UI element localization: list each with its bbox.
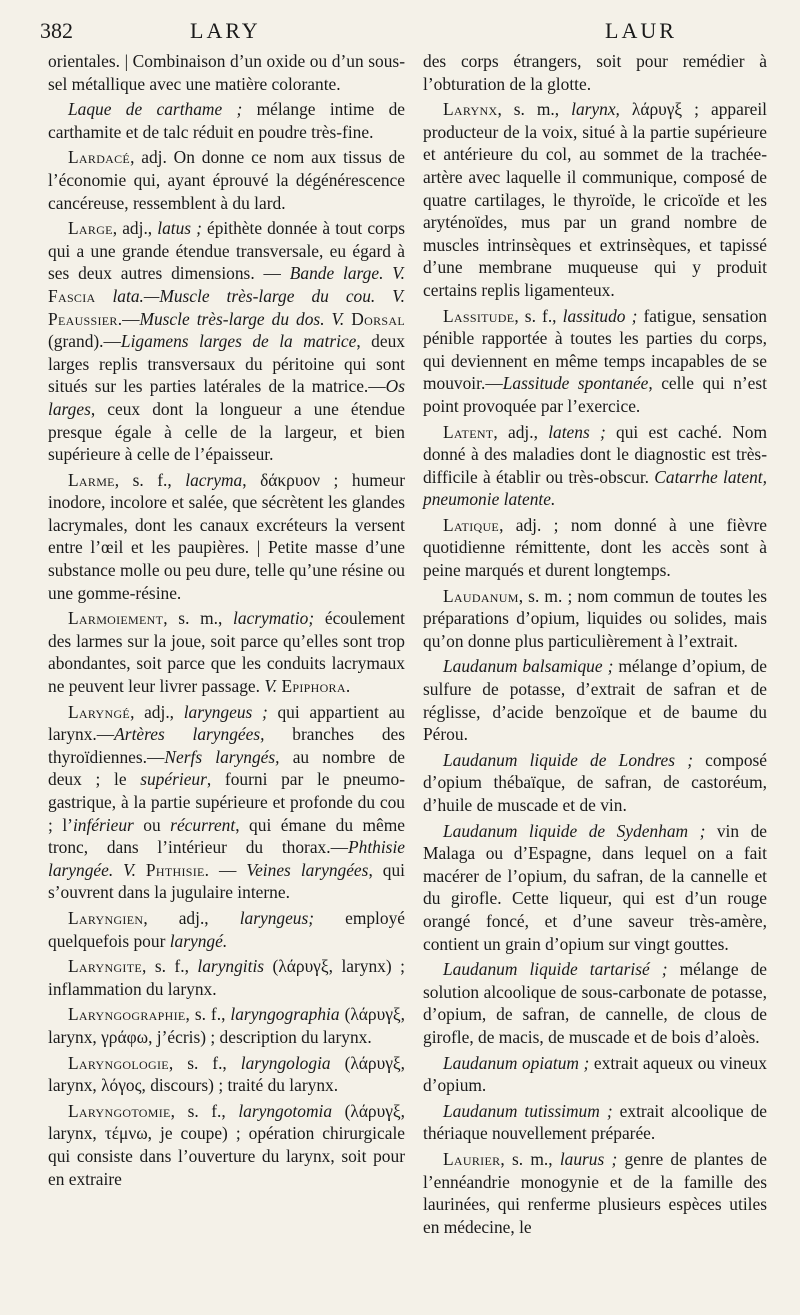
entry-italic-text: laryngé.: [169, 930, 228, 951]
dictionary-entry: [48, 955, 405, 1000]
entry-text: , s. m.,: [497, 99, 572, 120]
entry-text: qui est caché. Nom donné à des maladies dont le diagnostic est très-difficile à établir ou très-obscur.: [423, 421, 767, 487]
dictionary-entry: [423, 98, 767, 301]
entry-italic-text: Muscle très-large du dos. V.: [139, 308, 345, 329]
entry-headword: Fascia: [48, 285, 96, 306]
entry-text: , adj.,: [493, 421, 549, 442]
dictionary-entry: [423, 749, 767, 817]
entry-text: fatigue, sensation pénible rapportée à toutes les parties du corps, qui deviennent en même temps incapables de se mouvoir.—: [423, 305, 767, 394]
entry-italic-text: Laudanum liquide de Sydenham ;: [443, 820, 706, 841]
entry-headword: Laryngologie: [68, 1052, 169, 1073]
entry-text: .: [345, 676, 351, 697]
dictionary-entry: [48, 217, 405, 466]
entry-italic-text: lacryma: [185, 469, 243, 490]
entry-text: [136, 860, 146, 880]
entry-text: extrait aqueux ou vineux d’opium.: [423, 1052, 767, 1096]
entry-text: branches des thyroïdiennes.—: [48, 724, 406, 767]
entry-text: mélange intime de carthamite et de talc réduit en poudre très-fine.: [48, 99, 405, 142]
entry-text: employé quelquefois pour: [48, 907, 405, 951]
entry-headword: Laryngotomie: [68, 1100, 171, 1121]
entry-text: (λάρυγξ, larynx, γράφω, j’écris) ; description du larynx.: [48, 1004, 405, 1047]
entry-text: (λάρυγξ, larynx) ; inflammation du larynx.: [48, 956, 405, 999]
running-header: [40, 18, 782, 48]
entry-headword: Lardacé: [68, 147, 131, 168]
entry-text: , qui s’ouvrent dans la jugulaire interne.: [48, 859, 406, 903]
entry-italic-text: Bande large. V.: [289, 263, 405, 284]
dictionary-entry: [423, 1148, 767, 1238]
entry-text: , δάκρυον ; humeur inodore, incolore et salée, que sécrètent les glandes lacrymales, dont les canaux excréteurs la versent entre l’œil et les paupières. | Petite masse d’une substance molle ou peu dure, telle qu’une résine ou une gomme-résine.: [48, 469, 405, 603]
entry-text: λάρυγξ ; appareil producteur de la voix, situé à la partie supérieure et antérieure du col, au sommet de la trachée-artère avec laquelle il communique, composé de quatre cartilages, le thyroïde, le cricoïde et les aryténoïdes, mus par un grand nombre de muscles intrinsèques et extrinsèques, et tapissé d’une membrane muqueuse qui y produit certains replis ligamenteux.: [423, 99, 767, 300]
entry-italic-text: laurus ;: [559, 1148, 618, 1169]
entry-text: , s. f.,: [142, 956, 198, 977]
entry-headword: Lassitude: [443, 305, 515, 326]
entry-headword: Laryngien: [68, 907, 144, 928]
dictionary-entry: [48, 50, 405, 95]
entry-text: . —: [204, 859, 247, 880]
entry-italic-text: lata.—Muscle très-large du cou. V.: [112, 285, 405, 306]
entry-headword: Larynx: [443, 99, 498, 120]
entry-headword: Latique: [443, 514, 500, 535]
entry-text: , s. f.,: [170, 1100, 239, 1121]
entry-italic-text: Laudanum liquide de Londres ;: [443, 749, 693, 770]
entry-text: (grand).—: [48, 331, 121, 352]
entry-text: mélange de solution alcoolique de sous-carbonate de potasse, d’opium, de safran, de cannelle, de clous de girofle, de macis, de muscade et de bois d’aloès.: [423, 959, 768, 1047]
left-guide-word: LARY: [190, 18, 261, 43]
dictionary-entry: [48, 701, 405, 904]
entry-text: genre de plantes de l’ennéandrie monogynie et de la famille des laurinées, qui renferme plusieurs espèces utiles en médecine, le: [423, 1148, 767, 1237]
entry-text: , adj.,: [143, 907, 240, 928]
entry-italic-text: laryngologia: [240, 1052, 331, 1073]
entry-text: , s. m.,: [163, 608, 234, 629]
right-guide-word: LAUR: [605, 18, 677, 43]
entry-italic-text: lacrymatio;: [233, 608, 315, 629]
entry-headword: Larme: [68, 469, 115, 490]
entry-text: , s. m. ; nom commun de toutes les préparations d’opium, liquides ou solides, mais qu’on donne plus particulièrement à l’extrait.: [423, 585, 767, 651]
entry-italic-text: latus ;: [157, 218, 202, 239]
entry-text: , ceux dont la longueur a une étendue presque égale à celle de la largeur, et bien supérieure à celle de l’épaisseur.: [48, 398, 405, 465]
entry-text: , s. f.,: [514, 305, 563, 326]
entry-italic-text: Nerfs laryngés,: [164, 746, 280, 767]
entry-text: , adj.,: [130, 701, 184, 722]
entry-text: des corps étrangers, soit pour remédier à l’obturation de la glotte.: [423, 51, 767, 94]
entry-text: qui appartient au larynx.—: [48, 701, 405, 745]
entry-text: écoulement des larmes sur la joue, soit parce qu’elles sont trop abondantes, soit parce que les conduits lacrymaux ne peuvent leur livrer passage.: [48, 608, 405, 697]
dictionary-entry: [48, 98, 405, 143]
entry-text: , s. f.,: [114, 469, 186, 490]
entry-italic-text: larynx,: [571, 99, 620, 120]
entry-italic-text: laryngotomia: [238, 1100, 333, 1121]
dictionary-entry: [423, 514, 767, 582]
entry-italic-text: récurrent: [170, 814, 236, 835]
entry-italic-text: laryngographia: [230, 1004, 340, 1025]
entry-headword: Laryngite: [68, 956, 142, 977]
entry-italic-text: Laque de carthame ;: [68, 99, 243, 120]
entry-text: orientales. | Combinaison d’un oxide ou d’un sous-sel métallique avec une matière colorante.: [48, 51, 405, 94]
page-number: 382: [40, 18, 73, 43]
dictionary-entry: [48, 146, 405, 214]
entry-headword: Laryngographie: [68, 1004, 186, 1025]
dictionary-entry: [423, 305, 767, 418]
entry-headword: Peaussier: [48, 308, 118, 329]
dictionary-entry: [423, 585, 767, 653]
entry-italic-text: latens ;: [548, 421, 606, 442]
entry-text: composé d’opium thébaïque, de safran, de castoréum, d’huile de muscade et de vin.: [423, 749, 767, 815]
entry-italic-text: lassitudo ;: [562, 305, 638, 326]
right-column: [423, 50, 767, 1241]
entry-text: mélange d’opium, de sulfure de potasse, d’extrait de safran et de réglisse, d’acide benzoïque et de baume du Pérou.: [423, 656, 767, 745]
entry-text: extrait alcoolique de thériaque nouvellement préparée.: [423, 1100, 768, 1144]
entry-text: , s. m.,: [500, 1148, 560, 1169]
dictionary-entry: [48, 1003, 405, 1048]
dictionary-entry: [48, 1052, 405, 1097]
dictionary-entry: [48, 469, 405, 605]
dictionary-entry: [423, 820, 767, 956]
dictionary-entry: [423, 958, 767, 1048]
entry-italic-text: Laudanum tutissimum ;: [443, 1100, 613, 1121]
dictionary-entry: [423, 421, 767, 511]
entry-italic-text: laryngitis: [197, 956, 265, 977]
dictionary-entry: [423, 1052, 767, 1097]
entry-text: vin de Malaga ou d’Espagne, dans lequel on a fait macérer de l’opium, du safran, de la cannelle et du girofle. Cette liqueur, qui est d’un rouge orangé foncé, et d’une saveur très-amère, contient un grain d’opium sur vingt gouttes.: [423, 820, 767, 954]
entry-headword: Laudanum: [443, 585, 519, 606]
entry-italic-text: Ligamens larges de la matrice: [120, 331, 357, 352]
entry-text: (λάρυγξ, larynx, τέμνω, je coupe) ; opération chirurgicale qui consiste dans l’ouverture du larynx, soit pour en extraire: [48, 1100, 405, 1189]
entry-headword: Phthisie: [145, 859, 205, 880]
entry-italic-text: laryngeus ;: [183, 701, 268, 722]
entry-italic-text: supérieur: [140, 769, 207, 790]
entry-text: , adj. On donne ce nom aux tissus de l’économie qui, ayant éprouvé la dégénérescence cancéreuse, ressemblent à du lard.: [48, 147, 405, 213]
entry-text: .—: [117, 308, 140, 329]
entry-text: , qui émane du même tronc, dans l’intérieur du thorax.—: [48, 814, 405, 858]
left-column: [48, 50, 405, 1193]
dictionary-entry: [423, 50, 767, 95]
entry-text: , adj.,: [112, 218, 158, 239]
entry-text: , deux larges replis transversaux du péritoine qui sont situés sur les parties latérales de la matrice.—: [48, 331, 405, 397]
dictionary-entry: [48, 607, 405, 697]
entry-italic-text: laryngeus;: [239, 907, 315, 928]
entry-italic-text: inférieur: [72, 814, 134, 835]
entry-headword: Epiphora: [281, 676, 346, 697]
entry-headword: Dorsal: [351, 308, 405, 329]
entry-text: épithète donnée à tout corps qui a une grande étendue transversale, eu égard à ses deux autres dimensions. —: [48, 218, 405, 284]
entry-italic-text: Lassitude spontanée,: [502, 373, 653, 394]
entry-italic-text: Laudanum balsamique ;: [443, 656, 614, 677]
entry-headword: Latent: [443, 421, 494, 442]
dictionary-entry: [48, 907, 405, 952]
entry-italic-text: Phthisie laryngée. V.: [48, 837, 405, 880]
entry-italic-text: Laudanum opiatum ;: [443, 1052, 590, 1073]
entry-text: ou: [133, 814, 171, 835]
entry-italic-text: Laudanum liquide tartarisé ;: [443, 959, 668, 980]
entry-text: au nombre de deux ; le: [48, 746, 405, 790]
entry-italic-text: Catarrhe latent, pneumonie latente.: [423, 466, 767, 510]
entry-italic-text: V.: [264, 676, 278, 697]
entry-headword: Large: [68, 218, 113, 239]
dictionary-entry: [48, 1100, 405, 1190]
entry-text: , s. f.,: [168, 1052, 241, 1073]
entry-headword: Laurier: [443, 1148, 501, 1169]
dictionary-entry: [423, 655, 767, 745]
entry-text: , fourni par le pneumo-gastrique, à la partie supérieure et profonde du cou ; l’: [48, 769, 406, 835]
entry-text: celle qui n’est point provoquée par l’exercice.: [423, 373, 767, 416]
entry-italic-text: Os larges: [48, 376, 405, 419]
entry-headword: Larmoiement: [68, 608, 164, 629]
entry-text: , adj. ; nom donné à une fièvre quotidienne rémittente, dont les accès sont à peine marqués et durent longtemps.: [423, 514, 767, 581]
entry-headword: Laryngé: [68, 701, 131, 722]
entry-text: (λάρυγξ, larynx, λόγος, discours) ; traité du larynx.: [48, 1052, 405, 1096]
entry-italic-text: Artères laryngées,: [114, 724, 265, 745]
entry-italic-text: Veines laryngées: [246, 859, 369, 880]
entry-text: , s. f.,: [185, 1004, 231, 1025]
entry-text: [95, 286, 112, 306]
dictionary-entry: [423, 1100, 767, 1145]
